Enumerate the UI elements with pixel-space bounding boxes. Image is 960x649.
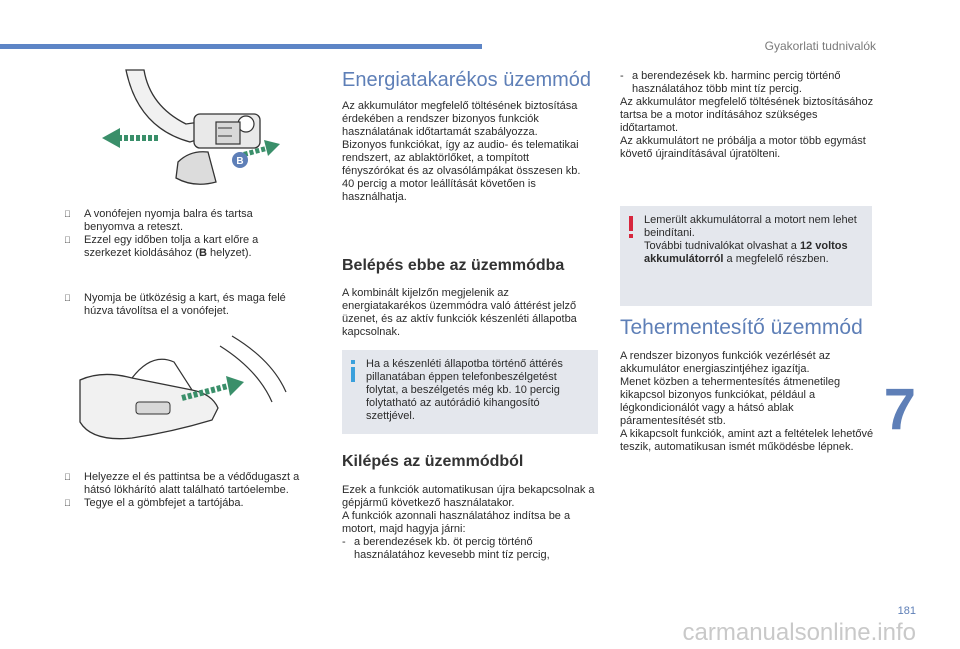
left-steps-a [60,208,290,260]
step-item: Tegye el a gömbfejet a tartójába. [60,497,300,510]
right-column-text: - a berendezések kb. harminc percig történő használatához több mint tíz percig. Az akkumulátor megfelelő töltésének biztosításához tartsa be a motor indításához szükséges időtartamot. Az akkumulátort ne próbálja a motor több egymást követő újraindításával újratölteni. [620,70,876,161]
running-header: Gyakorlati tudnivalók [764,39,876,53]
info-icon [348,360,358,382]
exclamation-icon [626,216,636,238]
step-marker [64,292,71,305]
step-item: Helyezze el és pattintsa be a védődugaszt a hátsó lökhárító alatt található tartóelembe. [60,471,300,497]
left-steps-b [60,292,290,318]
info-note [342,350,598,434]
protective-cap-illustration [72,332,292,450]
load-reduction-text: A rendszer bizonyos funkciók vezérlését az akkumulátor energiaszintjéhez igazítja. Menet közben a tehermentesítés átmenetileg kikapcsol bizonyos funkciókat, például a légkondicionálót vagy a hátsó ablak páramentesítését stb. A kikapcsolt funkciók, amint azt a feltételek lehetővé teszik, automatikusan ismét működésbe lépnek. [620,350,874,453]
page-number: 181 [897,605,916,617]
step-marker [64,208,71,221]
warning-note-text: Lemerült akkumulátorral a motort nem lehet beindítani. További tudnivalókat olvashat a 12 voltos akkumulátorról a megfelelő részben. [644,214,857,265]
step-item: Nyomja be ütközésig a kart, és maga felé húzva távolítsa el a vonófejet. [60,292,290,318]
step-marker [64,497,71,510]
chapter-number: 7 [883,377,916,442]
exiting-mode-text: Ezek a funkciók automatikusan újra bekapcsolnak a gépjármű következő használatakor. A funkciók azonnali használatához indítsa be a motort, majd hagyja járni: - a berendezések kb. öt percig történő használatához kevesebb mint tíz percig, [342,484,598,562]
info-note-text: Ha a készenléti állapotba történő áttérés pillanatában éppen telefonbeszélgetést folytat, a beszélgetés még kb. 10 percig folytatható az autórádió kihangosító szettjével. [366,358,563,422]
step-item: Ezzel egy időben tolja a kart előre a szerkezet kioldásához (B helyzet). [60,234,290,260]
step-item: A vonófejen nyomja balra és tartsa benyomva a reteszt. [60,208,290,234]
tow-hitch-release-illustration [98,66,298,198]
dash-item: - a berendezések kb. öt percig történő használatához kevesebb mint tíz percig, [342,536,550,561]
watermark: carmanualsonline.info [682,619,916,646]
left-steps-c [60,471,300,510]
energy-saving-text: Az akkumulátor megfelelő töltésének biztosítása érdekében a rendszer bizonyos funkciók használatának időtartamát szabályozza. Bizonyos funkciókat, így az audio- és telematikai rendszert, az ablaktörlőket, a tompított fényszórókat és az olvasólámpákat összesen kb. 40 percig a motor leállítását követően is használhatja. [342,100,581,203]
heading-entering-mode: Belépés ebbe az üzemmódba [342,257,565,274]
dash-item: - a berendezések kb. harminc percig történő használatához több mint tíz percig. [620,70,841,95]
step-marker [64,471,71,484]
warning-note [620,206,872,306]
heading-exiting-mode: Kilépés az üzemmódból [342,453,524,470]
figure-label-b: B [236,156,244,167]
step-marker [64,234,71,247]
heading-energy-saving-mode: Energiatakarékos üzemmód [342,69,592,91]
heading-load-reduction-mode: Tehermentesítő üzemmód [620,316,863,339]
entering-mode-text: A kombinált kijelzőn megjelenik az energiatakarékos üzemmódra való áttérést jelző üzenet, és az aktív funkciók készenléti állapotba kapcsolnak. [342,287,577,338]
top-accent-bar [0,44,482,49]
